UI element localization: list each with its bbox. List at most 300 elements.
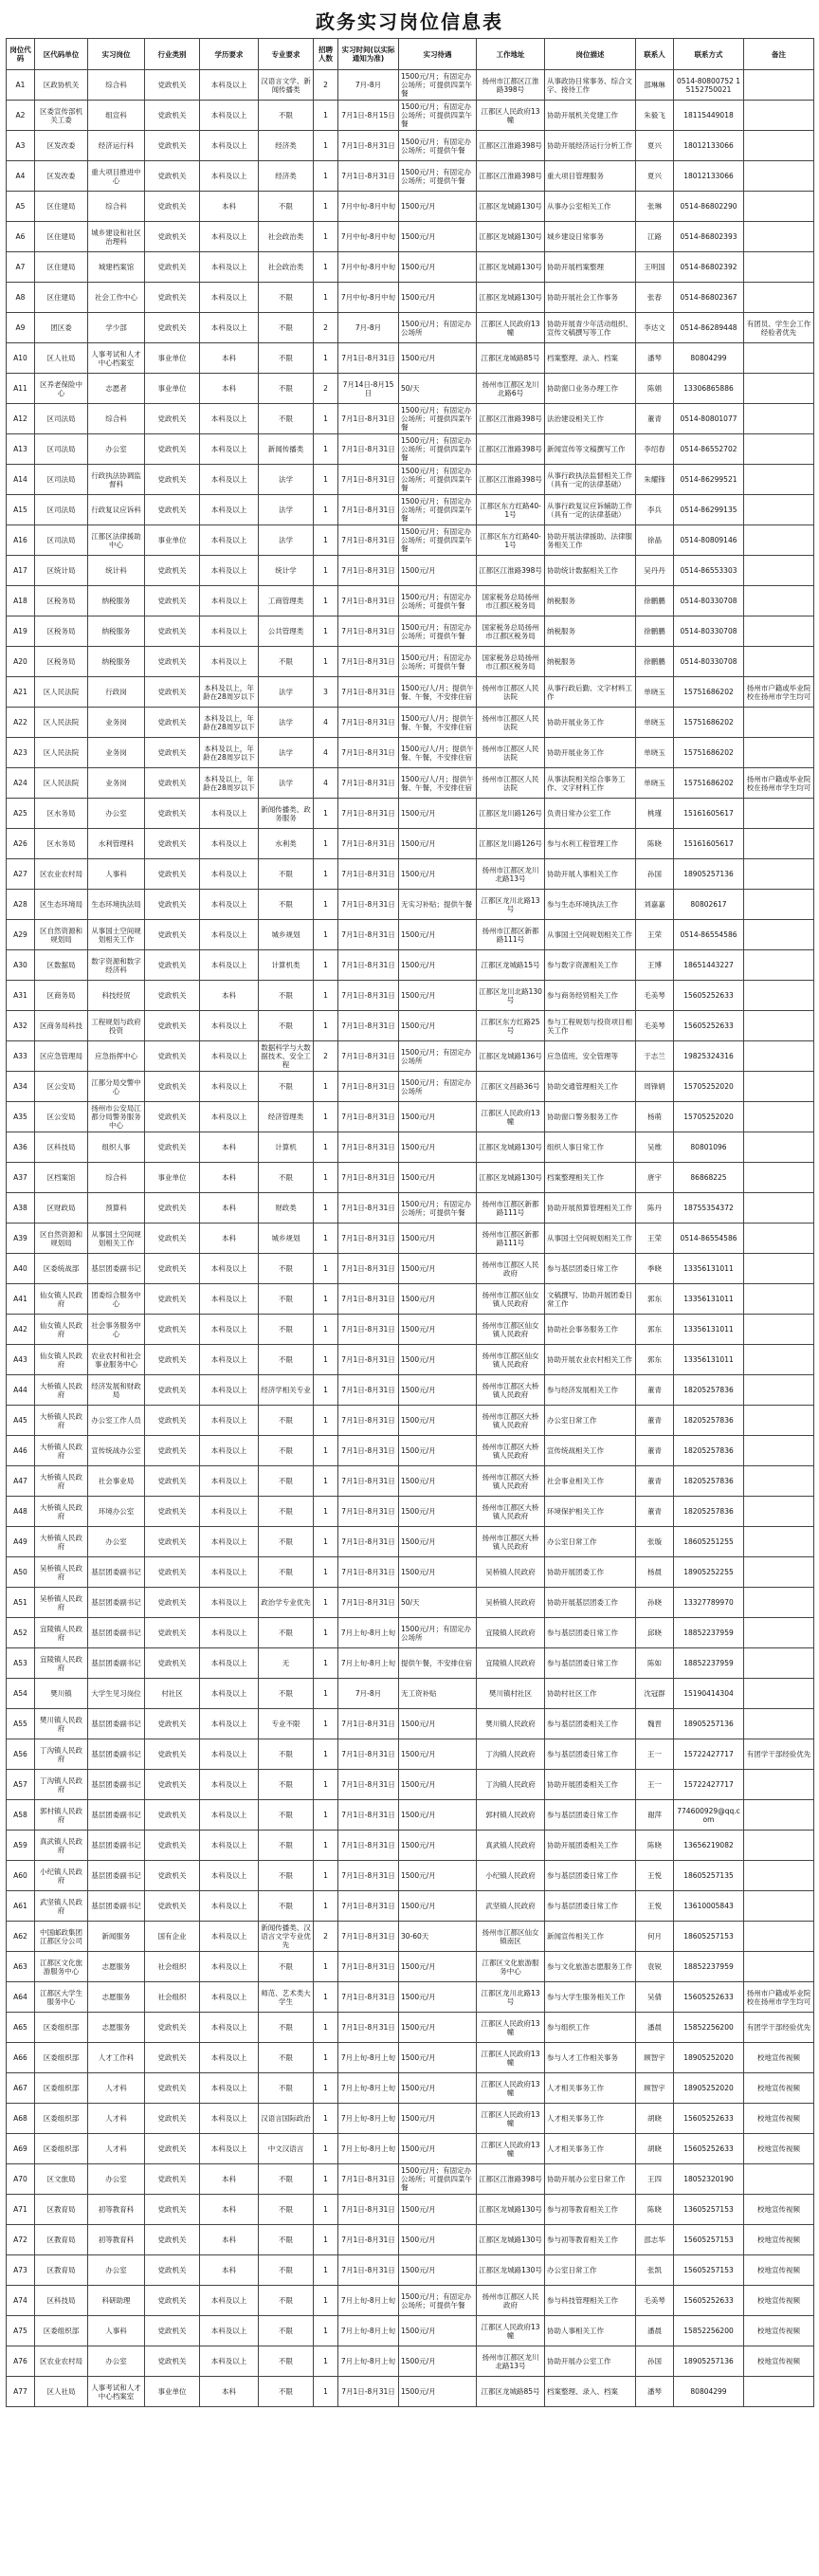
compensation-cell: 1500元/月；有固定办公场所；可提供午餐 (399, 131, 477, 161)
table-row (7, 1284, 814, 1315)
page-title: 政务实习岗位信息表 (316, 10, 503, 33)
headcount-cell: 1 (314, 2164, 338, 2195)
contact-info-cell: 18205257836 (674, 1497, 744, 1527)
period-cell: 7月1日-8月31日 (338, 1011, 399, 1041)
compensation-cell: 1500元/月 (399, 2073, 477, 2104)
period-cell: 7月1日-8月31日 (338, 1739, 399, 1770)
education-cell: 本科及以上 (200, 1648, 259, 1679)
unit-cell: 区数据局 (35, 950, 88, 981)
description-cell: 协助开展业务工作 (545, 708, 636, 738)
education-cell: 本科及以上 (200, 1739, 259, 1770)
contact-info-cell: 15852256200 (674, 2316, 744, 2346)
remark-cell: 校地宣传视频 (744, 2073, 814, 2104)
industry-cell: 党政机关 (145, 2255, 200, 2286)
table-row (7, 1831, 814, 1861)
remark-cell (744, 2377, 814, 2407)
description-cell: 从事行政执法监督相关工作（具有一定的法律基础） (545, 465, 636, 495)
contact-person-cell: 王四 (636, 2164, 674, 2195)
contact-info-cell: 80804299 (674, 2377, 744, 2407)
contact-info-cell: 13327789970 (674, 1588, 744, 1618)
position-cell: 从事国土空间规划相关工作 (88, 1224, 145, 1254)
major-cell: 不限 (259, 2377, 314, 2407)
position-code-cell: A8 (7, 283, 35, 313)
description-cell: 参与基层团委日常工作 (545, 1739, 636, 1770)
compensation-cell: 1500元/月 (399, 1557, 477, 1588)
headcount-cell: 1 (314, 829, 338, 859)
description-cell: 协助开展团委相关工作 (545, 1770, 636, 1800)
industry-cell: 党政机关 (145, 1709, 200, 1739)
remark-cell (744, 556, 814, 586)
education-cell: 本科及以上 (200, 1618, 259, 1648)
headcount-cell: 1 (314, 890, 338, 920)
period-cell: 7月1日-8月31日 (338, 1466, 399, 1497)
education-cell: 本科及以上 (200, 1588, 259, 1618)
unit-cell: 大桥镇人民政府 (35, 1527, 88, 1557)
remark-cell (744, 101, 814, 131)
table-row (7, 222, 814, 252)
table-row (7, 1739, 814, 1770)
contact-info-cell: 0514-86802290 (674, 192, 744, 222)
contact-person-cell: 邱晓 (636, 1618, 674, 1648)
table-row (7, 1193, 814, 1224)
position-cell: 基层团委副书记 (88, 1739, 145, 1770)
education-cell: 本科及以上 (200, 2134, 259, 2164)
major-cell: 汉语言国际政治 (259, 2104, 314, 2134)
contact-person-cell: 毛美琴 (636, 981, 674, 1011)
table-row (7, 1527, 814, 1557)
compensation-cell: 1500元/月 (399, 981, 477, 1011)
education-cell: 本科及以上 (200, 616, 259, 647)
unit-cell: 区财政局 (35, 1193, 88, 1224)
address-cell: 扬州市江都区仙女镇人民政府 (477, 1345, 545, 1375)
education-cell: 本科及以上 (200, 495, 259, 525)
position-code-cell: A29 (7, 920, 35, 950)
industry-cell: 党政机关 (145, 2104, 200, 2134)
education-cell: 本科及以上 (200, 829, 259, 859)
contact-info-cell: 15605252633 (674, 1011, 744, 1041)
headcount-cell: 4 (314, 708, 338, 738)
headcount-cell: 1 (314, 2316, 338, 2346)
position-cell: 业务岗 (88, 768, 145, 799)
headcount-cell: 1 (314, 1102, 338, 1132)
position-code-cell: A16 (7, 525, 35, 556)
major-cell: 不限 (259, 404, 314, 434)
industry-cell: 党政机关 (145, 981, 200, 1011)
contact-info-cell: 0514-86802393 (674, 222, 744, 252)
remark-cell (744, 1375, 814, 1406)
unit-cell: 区教育局 (35, 2195, 88, 2225)
industry-cell: 党政机关 (145, 1618, 200, 1648)
contact-person-cell: 潘琴 (636, 2377, 674, 2407)
table-row (7, 1648, 814, 1679)
industry-cell: 党政机关 (145, 647, 200, 677)
unit-cell: 郭村镇人民政府 (35, 1800, 88, 1831)
compensation-cell: 1500元/月 (399, 1132, 477, 1163)
contact-person-cell: 张凯 (636, 2255, 674, 2286)
position-code-cell: A51 (7, 1588, 35, 1618)
position-cell: 志愿者 (88, 374, 145, 404)
industry-cell: 党政机关 (145, 70, 200, 101)
industry-cell: 党政机关 (145, 768, 200, 799)
period-cell: 7月1日-8月31日 (338, 2164, 399, 2195)
address-cell: 江都区龙城路136号 (477, 1041, 545, 1072)
description-cell: 负责日常办公室工作 (545, 799, 636, 829)
remark-cell (744, 1770, 814, 1800)
address-cell: 江都区龙川北路13号 (477, 1982, 545, 2013)
remark-cell (744, 738, 814, 768)
contact-info-cell: 18012133066 (674, 131, 744, 161)
unit-cell: 区委组织部 (35, 2013, 88, 2043)
contact-person-cell: 王一 (636, 1770, 674, 1800)
industry-cell: 党政机关 (145, 161, 200, 192)
address-cell: 扬州市江都区江淮路398号 (477, 70, 545, 101)
period-cell: 7月1日-8月31日 (338, 1709, 399, 1739)
education-cell: 本科及以上 (200, 101, 259, 131)
period-cell: 7月1日-8月31日 (338, 586, 399, 616)
address-cell: 扬州市江都区人民法院 (477, 708, 545, 738)
description-cell: 协助开展办公室工作 (545, 2346, 636, 2377)
contact-person-cell: 魏晋 (636, 1709, 674, 1739)
industry-cell: 党政机关 (145, 1770, 200, 1800)
major-cell: 法学 (259, 465, 314, 495)
position-code-cell: A3 (7, 131, 35, 161)
description-cell: 参与基层团委日常工作 (545, 1648, 636, 1679)
major-cell: 计算机 (259, 1132, 314, 1163)
position-code-cell: A62 (7, 1922, 35, 1952)
address-cell: 吴桥镇人民政府 (477, 1588, 545, 1618)
table-row (7, 1922, 814, 1952)
table-row (7, 2134, 814, 2164)
table-row (7, 677, 814, 708)
major-cell: 法学 (259, 738, 314, 768)
compensation-cell: 1500元/月 (399, 1831, 477, 1861)
address-cell: 江都区龙城路130号 (477, 1132, 545, 1163)
contact-info-cell: 15190414304 (674, 1679, 744, 1709)
position-cell: 预算科 (88, 1193, 145, 1224)
headcount-cell: 1 (314, 1011, 338, 1041)
contact-person-cell: 董青 (636, 1466, 674, 1497)
period-cell: 7月1日-8月31日 (338, 556, 399, 586)
position-cell: 重大项目推进中心 (88, 161, 145, 192)
address-cell: 江都区江淮路398号 (477, 161, 545, 192)
column-header: 实习岗位 (88, 39, 145, 70)
industry-cell: 党政机关 (145, 1254, 200, 1284)
unit-cell: 大桥镇人民政府 (35, 1466, 88, 1497)
industry-cell: 党政机关 (145, 131, 200, 161)
address-cell: 小纪镇人民政府 (477, 1861, 545, 1891)
headcount-cell: 1 (314, 525, 338, 556)
major-cell: 师范、艺术类大学生 (259, 1982, 314, 2013)
table-row (7, 1952, 814, 1982)
industry-cell: 党政机关 (145, 950, 200, 981)
education-cell: 本科及以上 (200, 1831, 259, 1861)
headcount-cell: 2 (314, 374, 338, 404)
headcount-cell: 1 (314, 2255, 338, 2286)
position-cell: 办公室 (88, 2164, 145, 2195)
contact-person-cell: 王明国 (636, 252, 674, 283)
period-cell: 7月上旬-8月上旬 (338, 2104, 399, 2134)
description-cell: 参与基层团委日常工作 (545, 1861, 636, 1891)
unit-cell: 区委宣传部机关工委 (35, 101, 88, 131)
contact-info-cell: 18905252255 (674, 1557, 744, 1588)
industry-cell: 事业单位 (145, 2377, 200, 2407)
major-cell: 不限 (259, 1163, 314, 1193)
compensation-cell: 1500元/月；有固定办公场所；可提供四菜午餐 (399, 101, 477, 131)
position-code-cell: A48 (7, 1497, 35, 1527)
period-cell: 7月1日-8月31日 (338, 647, 399, 677)
industry-cell: 党政机关 (145, 1861, 200, 1891)
position-cell: 社会工作中心 (88, 283, 145, 313)
industry-cell: 党政机关 (145, 1436, 200, 1466)
unit-cell: 区住建局 (35, 192, 88, 222)
major-cell: 法学 (259, 495, 314, 525)
headcount-cell: 1 (314, 556, 338, 586)
address-cell: 江都区龙城路85号 (477, 343, 545, 374)
description-cell: 法治建设相关工作 (545, 404, 636, 434)
address-cell: 扬州市江都区大桥镇人民政府 (477, 1436, 545, 1466)
contact-info-cell: 18205257836 (674, 1375, 744, 1406)
table-row (7, 2073, 814, 2104)
education-cell: 本科及以上，年龄在28周岁以下 (200, 738, 259, 768)
position-cell: 科研助理 (88, 2286, 145, 2316)
table-row (7, 1375, 814, 1406)
compensation-cell: 1500元/人/月；提供午餐、午餐，不安排住宿 (399, 708, 477, 738)
position-cell: 江都区法律援助中心 (88, 525, 145, 556)
address-cell: 江都区文化旅游服务中心 (477, 1952, 545, 1982)
contact-person-cell: 董青 (636, 1436, 674, 1466)
major-cell: 不限 (259, 647, 314, 677)
contact-person-cell: 王博 (636, 950, 674, 981)
period-cell: 7月中旬-8月中旬 (338, 283, 399, 313)
table-row (7, 1011, 814, 1041)
period-cell: 7月1日-8月31日 (338, 343, 399, 374)
unit-cell: 区教育局 (35, 2225, 88, 2255)
table-row (7, 616, 814, 647)
headcount-cell: 1 (314, 161, 338, 192)
table-row (7, 1618, 814, 1648)
unit-cell: 区人民法院 (35, 738, 88, 768)
major-cell: 不限 (259, 2013, 314, 2043)
position-code-cell: A21 (7, 677, 35, 708)
major-cell: 不限 (259, 1770, 314, 1800)
remark-cell: 扬州市户籍或毕业院校在扬州市学生均可 (744, 768, 814, 799)
position-cell: 基层团委副书记 (88, 1648, 145, 1679)
headcount-cell: 1 (314, 1557, 338, 1588)
contact-person-cell: 郭东 (636, 1315, 674, 1345)
description-cell: 重大项目管理服务 (545, 161, 636, 192)
period-cell: 7月1日-8月31日 (338, 525, 399, 556)
period-cell: 7月上旬-8月上旬 (338, 2134, 399, 2164)
address-cell: 扬州市江都区人民政府 (477, 2286, 545, 2316)
headcount-cell: 1 (314, 1648, 338, 1679)
education-cell: 本科 (200, 2164, 259, 2195)
unit-cell: 区人社局 (35, 2377, 88, 2407)
contact-info-cell: 18755354372 (674, 1193, 744, 1224)
address-cell: 扬州市江都区新都路111号 (477, 1193, 545, 1224)
compensation-cell: 1500元/月 (399, 1345, 477, 1375)
major-cell: 不限 (259, 1861, 314, 1891)
period-cell: 7月1日-8月31日 (338, 859, 399, 890)
period-cell: 7月1日-8月31日 (338, 677, 399, 708)
period-cell: 7月上旬-8月上旬 (338, 1648, 399, 1679)
contact-person-cell: 王荣 (636, 920, 674, 950)
period-cell: 7月1日-8月31日 (338, 799, 399, 829)
major-cell: 不限 (259, 2043, 314, 2073)
position-code-cell: A42 (7, 1315, 35, 1345)
major-cell: 不限 (259, 1618, 314, 1648)
major-cell: 经济管理类 (259, 1102, 314, 1132)
headcount-cell: 1 (314, 1952, 338, 1982)
period-cell: 7月1日-8月31日 (338, 1163, 399, 1193)
unit-cell: 区住建局 (35, 283, 88, 313)
table-row (7, 1557, 814, 1588)
address-cell: 江都区人民政府13幢 (477, 2134, 545, 2164)
position-code-cell: A61 (7, 1891, 35, 1922)
unit-cell: 区科技局 (35, 1132, 88, 1163)
major-cell: 不限 (259, 313, 314, 343)
contact-person-cell: 何月 (636, 1922, 674, 1952)
position-code-cell: A77 (7, 2377, 35, 2407)
major-cell: 汉语言文学、新闻传播类 (259, 70, 314, 101)
contact-info-cell: 15751686202 (674, 677, 744, 708)
address-cell: 江都区龙城路15号 (477, 950, 545, 981)
table-row (7, 829, 814, 859)
contact-person-cell: 陈晓 (636, 1831, 674, 1861)
remark-cell (744, 1891, 814, 1922)
compensation-cell: 1500元/月 (399, 343, 477, 374)
position-cell: 初等教育科 (88, 2195, 145, 2225)
contact-person-cell: 徐鹏鹏 (636, 647, 674, 677)
major-cell: 不限 (259, 859, 314, 890)
major-cell: 不限 (259, 343, 314, 374)
position-cell: 业务岗 (88, 738, 145, 768)
period-cell: 7月1日-8月31日 (338, 2377, 399, 2407)
address-cell: 江都区龙城路130号 (477, 2255, 545, 2286)
description-cell: 参与基层团委日常工作 (545, 1254, 636, 1284)
period-cell: 7月1日-8月31日 (338, 1041, 399, 1072)
contact-person-cell: 吴维 (636, 1132, 674, 1163)
table-row (7, 1861, 814, 1891)
table-row (7, 434, 814, 465)
remark-cell (744, 404, 814, 434)
contact-info-cell: 15605257153 (674, 2225, 744, 2255)
unit-cell: 吴桥镇人民政府 (35, 1557, 88, 1588)
compensation-cell: 1500元/月 (399, 1800, 477, 1831)
position-cell: 志愿服务 (88, 1982, 145, 2013)
unit-cell: 区委组织部 (35, 2104, 88, 2134)
description-cell: 档案整理、录入、档案 (545, 343, 636, 374)
contact-person-cell: 李达文 (636, 313, 674, 343)
headcount-cell: 2 (314, 1922, 338, 1952)
headcount-cell: 1 (314, 1315, 338, 1345)
remark-cell: 扬州市户籍或毕业院校在扬州市学生均可 (744, 677, 814, 708)
position-code-cell: A50 (7, 1557, 35, 1588)
contact-info-cell: 15605257153 (674, 2255, 744, 2286)
remark-cell: 校地宣传视频 (744, 2195, 814, 2225)
education-cell: 本科及以上 (200, 1891, 259, 1922)
industry-cell: 党政机关 (145, 434, 200, 465)
industry-cell: 党政机关 (145, 2164, 200, 2195)
compensation-cell: 1500元/人/月；提供午餐、午餐，不安排住宿 (399, 738, 477, 768)
position-code-cell: A10 (7, 343, 35, 374)
headcount-cell: 1 (314, 2134, 338, 2164)
unit-cell: 宜陵镇人民政府 (35, 1618, 88, 1648)
period-cell: 7月-8月 (338, 313, 399, 343)
compensation-cell: 1500元/月 (399, 1891, 477, 1922)
description-cell: 办公室日常工作 (545, 1406, 636, 1436)
contact-info-cell: 0514-86554586 (674, 920, 744, 950)
contact-person-cell: 顾智宇 (636, 2043, 674, 2073)
contact-person-cell: 王荣 (636, 1224, 674, 1254)
major-cell: 数据科学与大数据技术、安全工程 (259, 1041, 314, 1072)
contact-info-cell: 18852237959 (674, 1648, 744, 1679)
compensation-cell: 1500元/月 (399, 1254, 477, 1284)
unit-cell: 区水务局 (35, 829, 88, 859)
position-cell: 农业农村和社会事业服务中心 (88, 1345, 145, 1375)
contact-person-cell: 徐鹏鹏 (636, 586, 674, 616)
position-code-cell: A69 (7, 2134, 35, 2164)
period-cell: 7月上旬-8月上旬 (338, 1618, 399, 1648)
industry-cell: 党政机关 (145, 283, 200, 313)
contact-person-cell: 潘琴 (636, 343, 674, 374)
position-cell: 大学生见习岗位 (88, 1679, 145, 1709)
industry-cell: 党政机关 (145, 1315, 200, 1345)
position-cell: 基层团委副书记 (88, 1831, 145, 1861)
description-cell: 协助村社区工作 (545, 1679, 636, 1709)
compensation-cell: 1500元/人/月；提供午餐、午餐，不安排住宿 (399, 768, 477, 799)
unit-cell: 大桥镇人民政府 (35, 1406, 88, 1436)
period-cell: 7月1日-8月31日 (338, 2013, 399, 2043)
compensation-cell: 1500元/月 (399, 2134, 477, 2164)
remark-cell: 校地宣传视频 (744, 2225, 814, 2255)
compensation-cell: 1500元/月；有固定办公场所；可提供四菜午餐 (399, 465, 477, 495)
description-cell: 协助窗口业务办理工作 (545, 374, 636, 404)
position-code-cell: A67 (7, 2073, 35, 2104)
description-cell: 协助人事相关工作 (545, 2316, 636, 2346)
table-row (7, 2255, 814, 2286)
education-cell: 本科及以上 (200, 2013, 259, 2043)
remark-cell (744, 1557, 814, 1588)
contact-info-cell: 13356131011 (674, 1315, 744, 1345)
table-row (7, 708, 814, 738)
unit-cell: 宜陵镇人民政府 (35, 1648, 88, 1679)
headcount-cell: 1 (314, 252, 338, 283)
position-code-cell: A12 (7, 404, 35, 434)
description-cell: 参与组织工作 (545, 2013, 636, 2043)
description-cell: 参与水利工程管理工作 (545, 829, 636, 859)
table-row (7, 1588, 814, 1618)
position-code-cell: A13 (7, 434, 35, 465)
table-row (7, 1497, 814, 1527)
education-cell: 本科及以上 (200, 1254, 259, 1284)
period-cell: 7月上旬-8月上旬 (338, 2316, 399, 2346)
address-cell: 江都区文昌路36号 (477, 1072, 545, 1102)
position-cell: 纳税服务 (88, 586, 145, 616)
contact-person-cell: 胡晓 (636, 2134, 674, 2164)
compensation-cell: 50/天 (399, 1588, 477, 1618)
compensation-cell: 50/天 (399, 374, 477, 404)
position-cell: 城乡建设和社区治理科 (88, 222, 145, 252)
description-cell: 参与生态环境执法工作 (545, 890, 636, 920)
table-row (7, 495, 814, 525)
major-cell: 不限 (259, 1891, 314, 1922)
description-cell: 办公室日常工作 (545, 1527, 636, 1557)
remark-cell (744, 1193, 814, 1224)
education-cell: 本科及以上 (200, 1315, 259, 1345)
table-row (7, 2225, 814, 2255)
compensation-cell: 1500元/月 (399, 283, 477, 313)
industry-cell: 党政机关 (145, 2225, 200, 2255)
